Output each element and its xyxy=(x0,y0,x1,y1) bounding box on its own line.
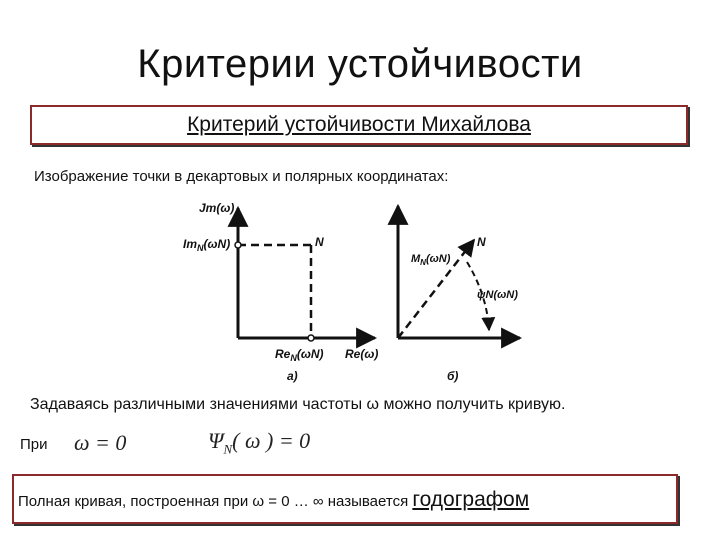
left-caption: а) xyxy=(287,369,298,383)
coordinates-figure xyxy=(165,190,525,390)
hodograph-term: годографом xyxy=(412,488,530,511)
frequency-text: Задаваясь различными значениями частоты ω можно получить кривую. xyxy=(30,396,566,413)
page-title: Критерии устойчивости xyxy=(137,42,583,86)
left-x-axis-label: Re(ω) xyxy=(345,347,379,361)
re-point xyxy=(308,335,314,341)
subtitle: Критерий устойчивости Михайлова xyxy=(187,113,531,136)
im-point-label: $Im_N(\omega N)$ xyxy=(183,237,231,253)
intro-text: Изображение точки в декартовых и полярных координатах: xyxy=(34,168,449,185)
psi-formula: $\Psi_N$( ω ) = 0 xyxy=(208,428,311,457)
conclusion-text: Полная кривая, построенная при ω = 0 … ∞ называется годографом xyxy=(18,488,530,511)
when-label: При xyxy=(20,436,48,453)
modulus-label: $M_N(\omega N)$ xyxy=(411,253,451,267)
polar-plot xyxy=(398,206,520,383)
im-point xyxy=(235,242,241,248)
cartesian-plot xyxy=(183,201,378,383)
left-y-axis-label: Jm(ω) xyxy=(199,201,235,215)
angle-label: ψN(ωN) xyxy=(477,289,518,301)
right-n-label: N xyxy=(477,235,486,249)
re-point-label: $Re_N(\omega N)$ xyxy=(275,347,324,363)
omega-formula: ω = 0 xyxy=(74,430,127,455)
right-caption: б) xyxy=(447,369,459,383)
left-n-label: N xyxy=(315,235,324,249)
